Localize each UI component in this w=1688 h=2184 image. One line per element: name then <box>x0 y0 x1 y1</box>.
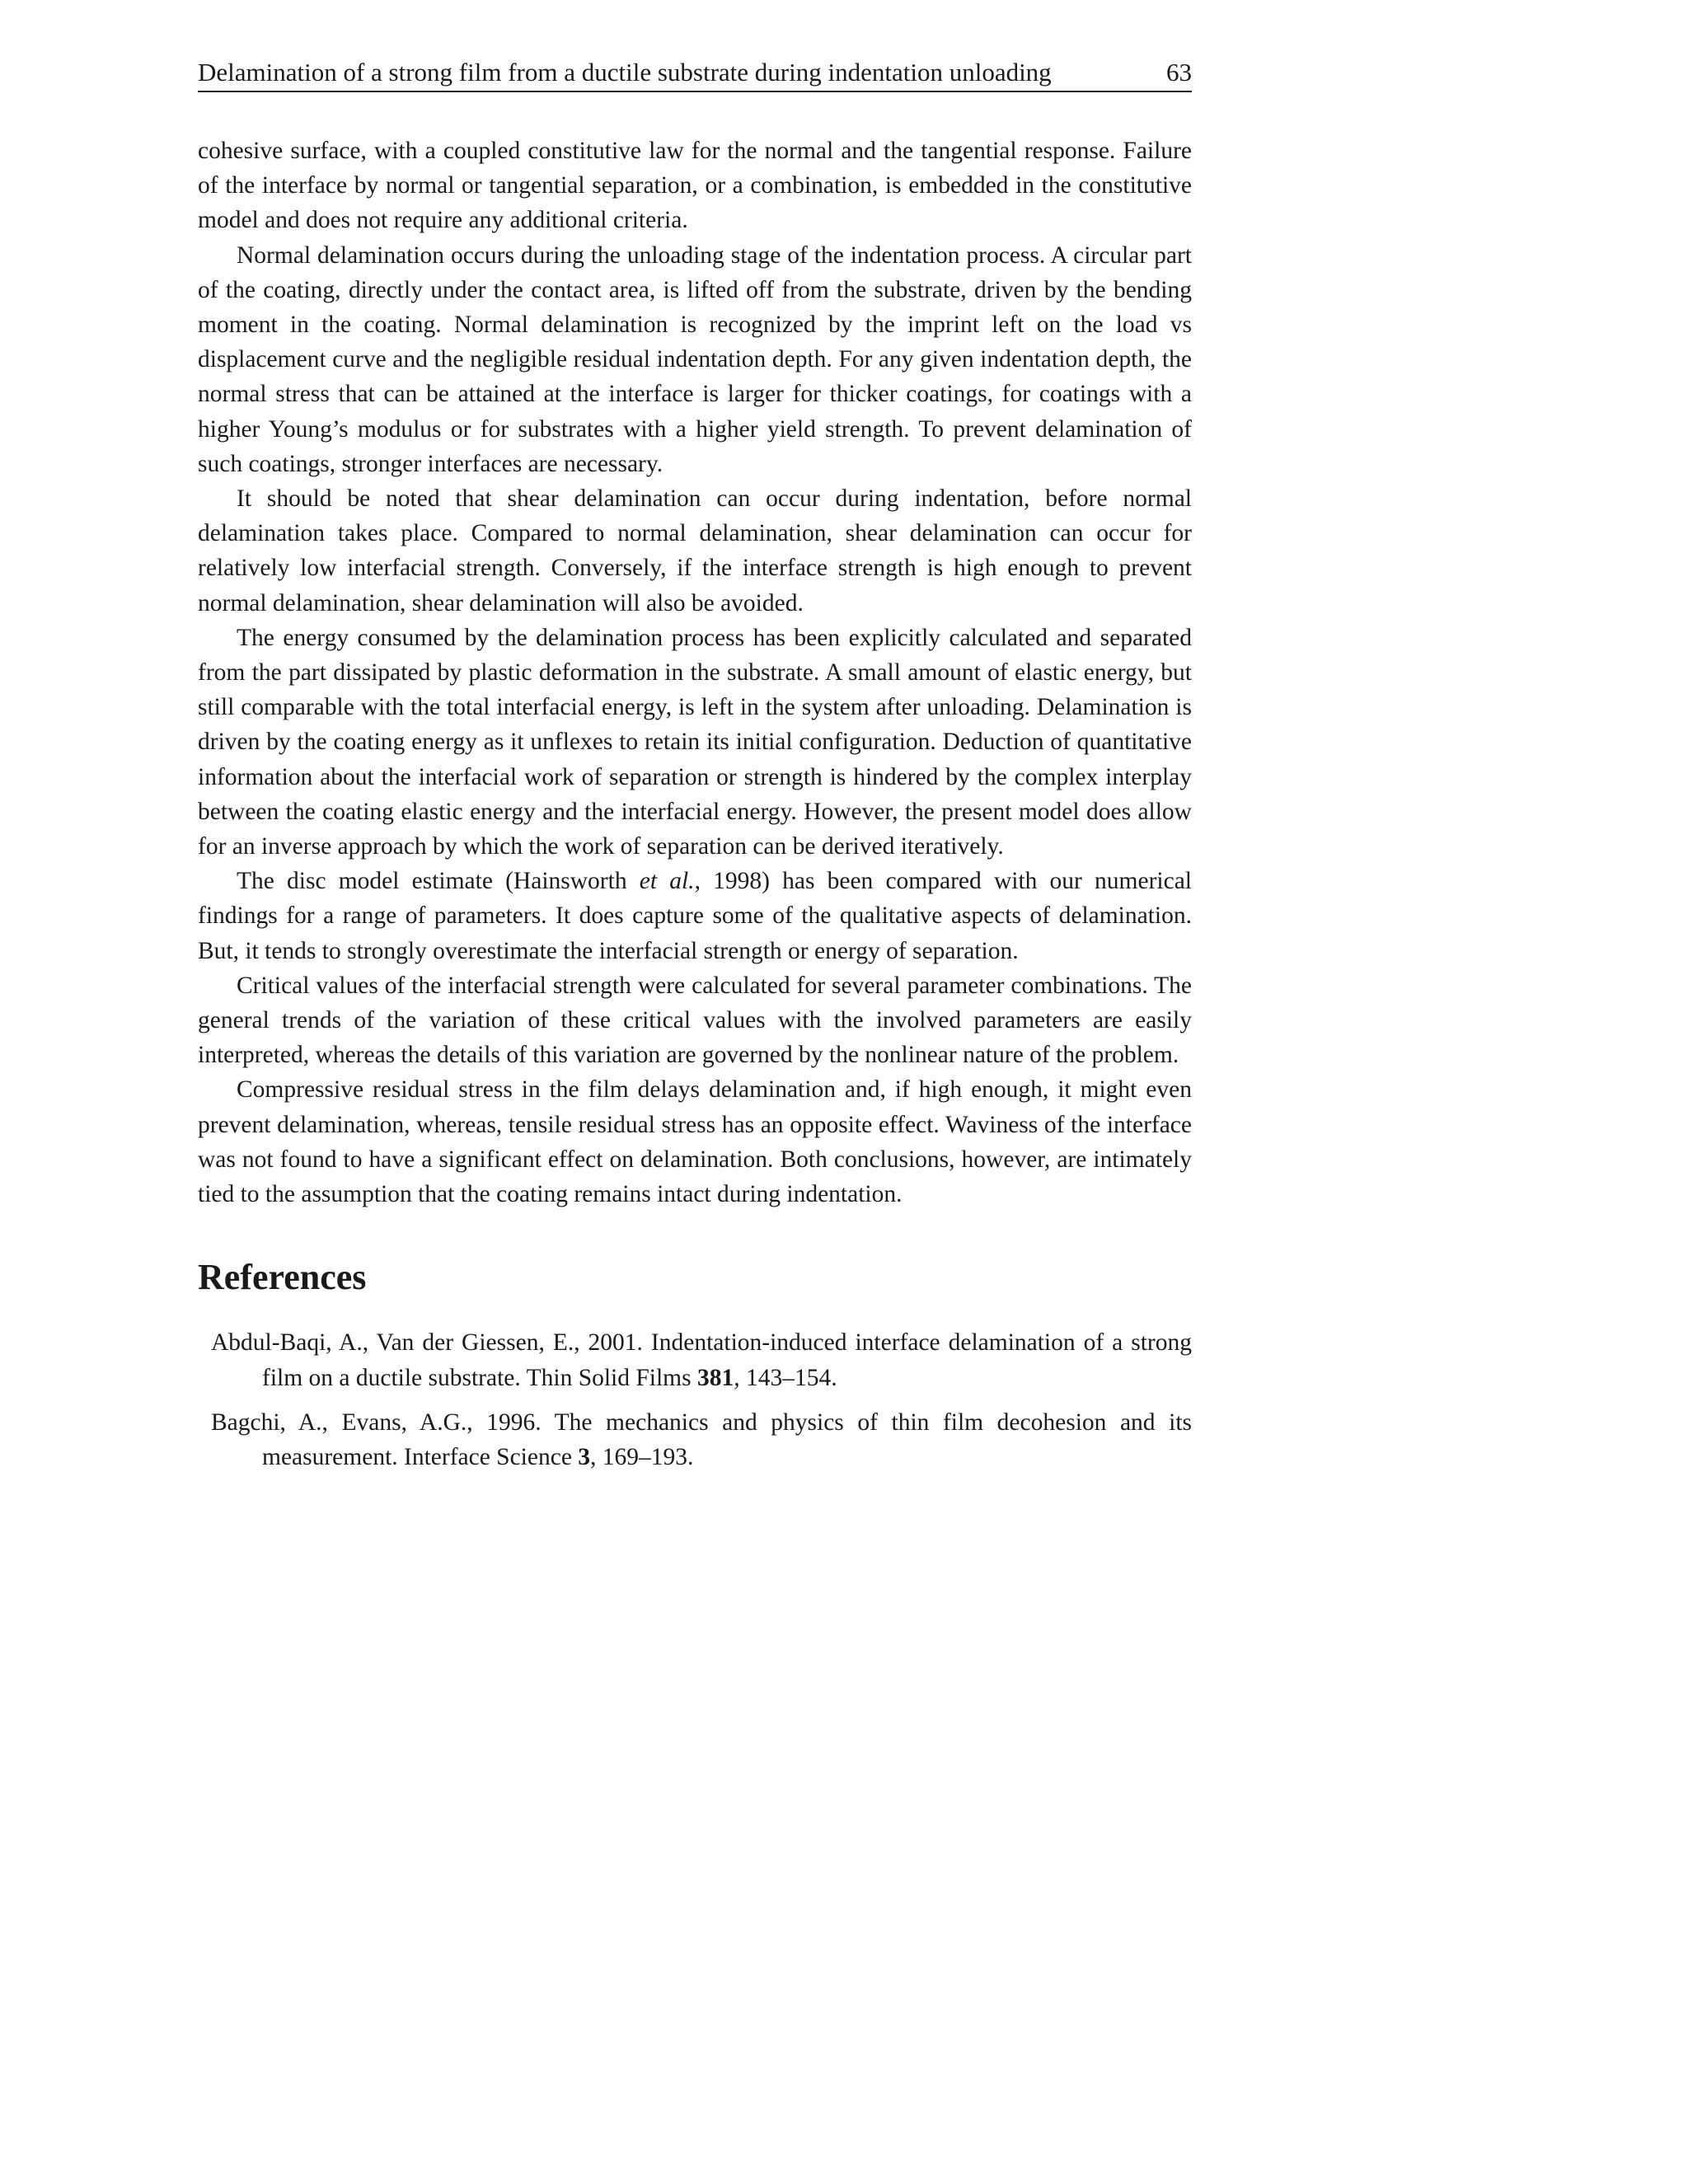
page <box>198 56 1192 1484</box>
reference-item <box>198 1325 1192 1394</box>
reference-2-pages: , 169–193. <box>590 1443 694 1470</box>
paragraph-3: It should be noted that shear delamination can occur during indentation, before normal delamination takes place. Compared to normal delamination, shear delamination can occur for relatively low interfacial strength. Conversely, if the interface strength is high enough to prevent normal delamination, shear delamination will also be avoided. <box>198 485 1192 616</box>
paragraph-5-text-b: , 1998) has been compared with our numerical findings for a range of parameters. It does capture some of the qualitative aspects of delamination. But, it tends to strongly overestimate the interfacial strength or energy of separation. <box>198 868 1192 964</box>
paragraph-5-text-a: The disc model estimate (Hainsworth <box>237 868 640 895</box>
running-title: Delamination of a strong film from a ductile substrate during indentation unloading <box>198 58 1052 87</box>
paragraph-2: Normal delamination occurs during the unloading stage of the indentation process. A circular part of the coating, directly under the contact area, is lifted off from the substrate, driven by the bending moment in the coating. Normal delamination is recognized by the imprint left on the load vs displacement curve and the negligible residual indentation depth. For any given indentation depth, the normal stress that can be attained at the interface is larger for thicker coatings, for coatings with a higher Young’s modulus or for substrates with a higher yield strength. To prevent delamination of such coatings, stronger interfaces are necessary. <box>198 241 1192 477</box>
paragraph-6: Critical values of the interfacial strength were calculated for several parameter combinations. The general trends of the variation of these critical values with the involved parameters are easily interpreted, whereas the details of this variation are governed by the nonlinear nature of the problem. <box>198 972 1192 1069</box>
reference-item <box>198 1405 1192 1474</box>
paragraph-1: cohesive surface, with a coupled constitutive law for the normal and the tangential response. Failure of the interface by normal or tangential separation, or a combination, is embedded in the constitutive model and does not require any additional criteria. <box>198 138 1192 234</box>
paragraph-5 <box>198 864 1192 968</box>
reference-list <box>198 1325 1192 1474</box>
reference-2-text: Bagchi, A., Evans, A.G., 1996. The mechanics and physics of thin film decohesion and its measurement. Interface Science <box>211 1408 1192 1470</box>
reference-1-volume: 381 <box>696 1364 734 1391</box>
references-heading: References <box>198 1257 367 1298</box>
paragraph-4: The energy consumed by the delamination process has been explicitly calculated and separated from the part dissipated by plastic deformation in the substrate. A small amount of elastic energy, but still comparable with the total interfacial energy, is left in the system after unloading. Delamination is driven by the coating energy as it unflexes to retain its initial configuration. Deduction of quantitative information about the interfacial work of separation or strength is hindered by the complex interplay between the coating elastic energy and the interfacial energy. However, the present model does allow for an inverse approach by which the work of separation can be derived iteratively. <box>198 624 1192 860</box>
reference-1-pages: , 143–154. <box>734 1364 837 1391</box>
reference-2-volume: 3 <box>578 1443 591 1470</box>
paragraph-7: Compressive residual stress in the film delays delamination and, if high enough, it might even prevent delamination, whereas, tensile residual stress has an opposite effect. Waviness of the interface was not found to have a significant effect on delamination. Both conclusions, however, are intimately tied to the assumption that the coating remains intact during indentation. <box>198 1076 1192 1208</box>
running-header <box>198 56 1192 92</box>
paragraph-5-citation-etal: et al. <box>639 868 695 895</box>
page-number: 63 <box>1166 58 1192 87</box>
body-text <box>198 134 1192 1212</box>
reference-1-text: Abdul-Baqi, A., Van der Giessen, E., 2001. Indentation-induced interface delamination of a strong film on a ductile substrate. Thin Solid Films <box>211 1329 1192 1391</box>
